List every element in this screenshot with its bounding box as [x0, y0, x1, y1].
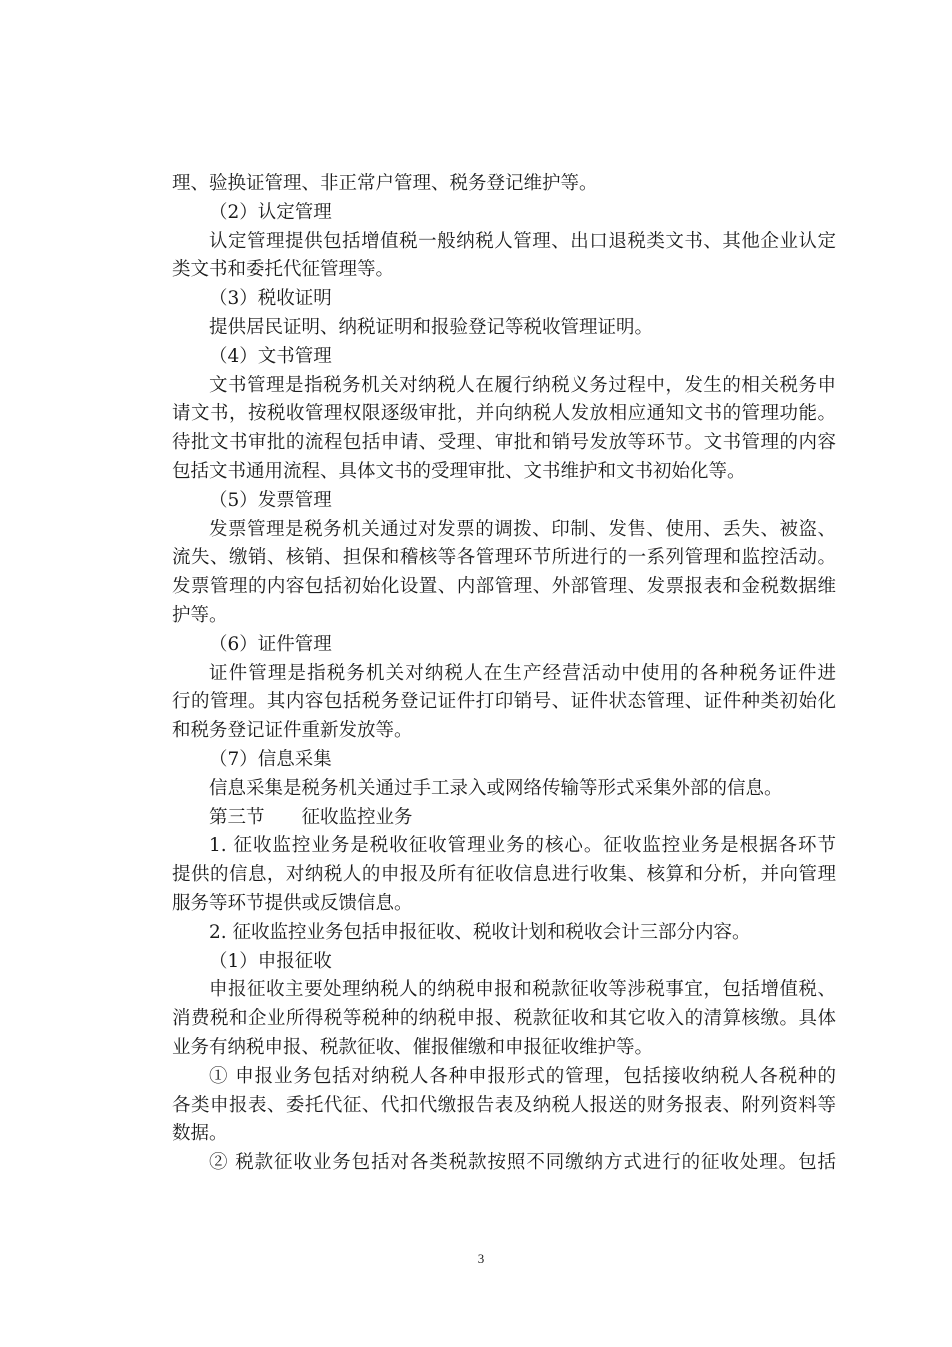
paragraph-line: 类文书和委托代征管理等。 — [172, 259, 395, 281]
paragraph-line: 发票管理是税务机关通过对发票的调拨、印制、发售、使用、丢失、被盗、 — [209, 518, 836, 540]
paragraph-line: 提供居民证明、纳税证明和报验登记等税收管理证明。 — [209, 316, 654, 338]
paragraph-line: 流失、缴销、核销、担保和稽核等各管理环节所进行的一系列管理和监控活动。 — [172, 547, 836, 569]
paragraph-line: 文书管理是指税务机关对纳税人在履行纳税义务过程中，发生的相关税务申 — [209, 374, 836, 396]
paragraph-line: 行的管理。其内容包括税务登记证件打印销号、证件状态管理、证件种类初始化 — [172, 691, 836, 713]
page-number: 3 — [477, 1251, 485, 1266]
page-content — [172, 170, 836, 1178]
list-item — [172, 1063, 836, 1149]
paragraph-line: 数据。 — [172, 1123, 228, 1145]
paragraph-line: 各类申报表、委托代征、代扣代缴报告表及纳税人报送的财务报表、附列资料等 — [172, 1094, 836, 1116]
paragraph-line: 护等。 — [172, 604, 228, 626]
subsection-heading: （1）申报征收 — [209, 950, 332, 972]
subsection-heading: （2）认定管理 — [209, 201, 332, 223]
paragraph-line: 包括文书通用流程、具体文书的受理审批、文书维护和文书初始化等。 — [172, 460, 746, 482]
paragraph-line: 1. 征收监控业务是税收征收管理业务的核心。征收监控业务是根据各环节 — [209, 835, 836, 857]
paragraph-line: 信息采集是税务机关通过手工录入或网络传输等形式采集外部的信息。 — [209, 777, 783, 799]
paragraph-line: 提供的信息，对纳税人的申报及所有征收信息进行收集、核算和分析，并向管理 — [172, 864, 836, 886]
subsection-heading: （3）税收证明 — [209, 288, 332, 310]
paragraph-line: ① 申报业务包括对纳税人各种申报形式的管理，包括接收纳税人各税种的 — [209, 1065, 836, 1087]
paragraph — [172, 660, 836, 746]
section-heading: 第三节 征收监控业务 — [209, 806, 413, 828]
paragraph — [172, 516, 836, 631]
subsection-heading: （7）信息采集 — [209, 748, 332, 770]
paragraph-line: 服务等环节提供或反馈信息。 — [172, 892, 413, 914]
paragraph-line: 请文书，按税收管理权限逐级审批，并向纳税人发放相应通知文书的管理功能。 — [172, 403, 836, 425]
paragraph-line: 理、验换证管理、非正常户管理、税务登记维护等。 — [172, 173, 598, 194]
paragraph-line: 业务有纳税申报、税款征收、催报催缴和申报征收维护等。 — [172, 1036, 654, 1058]
numbered-item: 2. 征收监控业务包括申报征收、税收计划和税收会计三部分内容。 — [209, 921, 751, 943]
paragraph — [172, 976, 836, 1062]
paragraph-line: 和税务登记证件重新发放等。 — [172, 720, 413, 742]
paragraph-line: 消费税和企业所得税等税种的纳税申报、税款征收和其它收入的清算核缴。具体 — [172, 1008, 836, 1030]
paragraph-line: 证件管理是指税务机关对纳税人在生产经营活动中使用的各种税务证件进 — [209, 662, 836, 684]
paragraph — [172, 372, 836, 487]
paragraph — [172, 228, 836, 286]
paragraph-line: 认定管理提供包括增值税一般纳税人管理、出口退税类文书、其他企业认定 — [209, 230, 836, 252]
paragraph-line: 待批文书审批的流程包括申请、受理、审批和销号发放等环节。文书管理的内容 — [172, 432, 836, 454]
subsection-heading: （5）发票管理 — [209, 489, 332, 511]
list-item — [172, 1149, 836, 1178]
numbered-item — [172, 832, 836, 918]
paragraph-line: 申报征收主要处理纳税人的纳税申报和税款征收等涉税事宜，包括增值税、 — [209, 979, 836, 1001]
paragraph-line: ② 税款征收业务包括对各类税款按照不同缴纳方式进行的征收处理。包括 — [209, 1152, 836, 1174]
paragraph-line: 发票管理的内容包括初始化设置、内部管理、外部管理、发票报表和金税数据维 — [172, 576, 836, 598]
subsection-heading: （4）文书管理 — [209, 345, 332, 367]
subsection-heading: （6）证件管理 — [209, 633, 332, 655]
